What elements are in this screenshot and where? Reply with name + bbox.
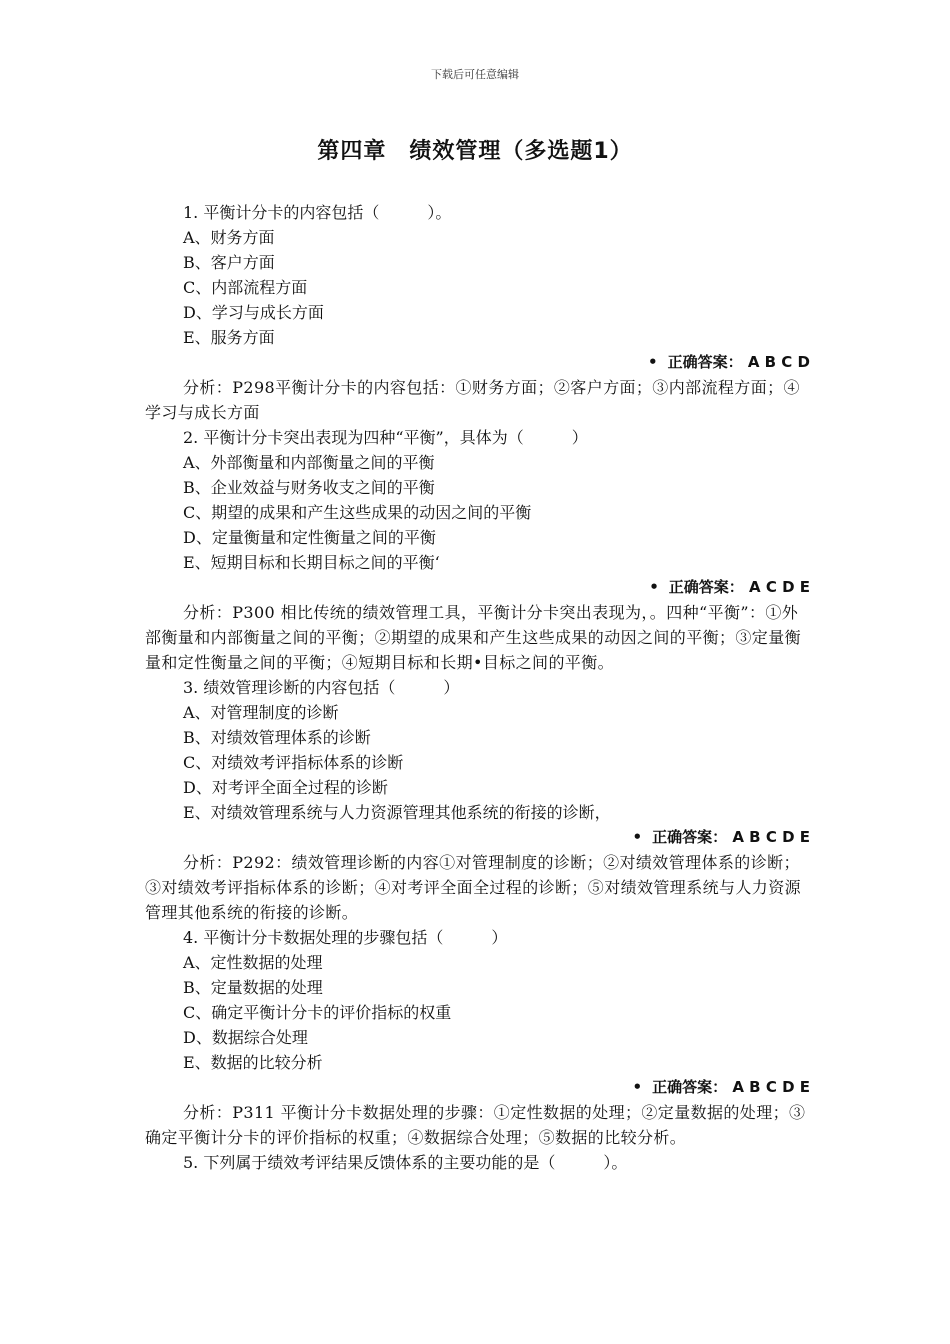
- question-1-text: 1. 平衡计分卡的内容包括（ ）。: [183, 203, 452, 222]
- question-1-option-c: C、内部流程方面: [183, 278, 308, 297]
- question-3-answer-text: 正确答案： A B C D E: [652, 828, 810, 846]
- question-4-option-c: C、确定平衡计分卡的评价指标的权重: [183, 1003, 452, 1022]
- header-note: 下载后可任意编辑: [431, 68, 519, 81]
- question-3-option-a: A、对管理制度的诊断: [183, 703, 339, 722]
- question-1-answer: [145, 350, 810, 375]
- question-3-option-b: B、对绩效管理体系的诊断: [183, 728, 371, 747]
- question-4-option-b: B、定量数据的处理: [183, 978, 323, 997]
- question-3-text: 3. 绩效管理诊断的内容包括（ ）: [183, 678, 460, 697]
- question-2-option-b: B、企业效益与财务收支之间的平衡: [183, 478, 435, 497]
- question-1-option-a: A、财务方面: [183, 228, 275, 247]
- question-4-answer-text: 正确答案： A B C D E: [652, 1078, 810, 1096]
- question-3-analysis: 分析：P292：绩效管理诊断的内容①对管理制度的诊断；②对绩效管理体系的诊断；③对绩效考评指标体系的诊断；④对考评全面全过程的诊断；⑤对绩效管理系统与人力资源管理其他系统的衔接的诊断。: [145, 853, 802, 922]
- question-4-analysis: 分析：P311 平衡计分卡数据处理的步骤：①定性数据的处理；②定量数据的处理；③确定平衡计分卡的评价指标的权重；④数据综合处理；⑤数据的比较分析。: [145, 1103, 806, 1147]
- question-2-option-e: E、短期目标和长期目标之间的平衡‘: [183, 553, 440, 572]
- question-3-answer: [145, 825, 810, 850]
- question-3-option-e: E、对绩效管理系统与人力资源管理其他系统的衔接的诊断，: [183, 803, 611, 822]
- question-4-option-d: D、数据综合处理: [183, 1028, 308, 1047]
- question-2-answer: [145, 575, 810, 600]
- question-3-option-c: C、对绩效考评指标体系的诊断: [183, 753, 404, 772]
- question-5-text: 5. 下列属于绩效考评结果反馈体系的主要功能的是（ ）。: [183, 1153, 628, 1172]
- question-2-analysis: 分析：P300 相比传统的绩效管理工具，平衡计分卡突出表现为，。四种“平衡”：①外部衡量和内部衡量之间的平衡；②期望的成果和产生这些成果的动因之间的平衡；③定量衡量和定性衡量之间的平衡；④短期目标和长期•目标之间的平衡。: [145, 603, 802, 672]
- question-1-option-b: B、客户方面: [183, 253, 275, 272]
- bullet-icon: •: [632, 828, 643, 846]
- question-4-option-e: E、数据的比较分析: [183, 1053, 323, 1072]
- question-2-option-d: D、定量衡量和定性衡量之间的平衡: [183, 528, 436, 547]
- question-1-option-d: D、学习与成长方面: [183, 303, 324, 322]
- question-4-answer: [145, 1075, 810, 1100]
- question-4-option-a: A、定性数据的处理: [183, 953, 323, 972]
- question-1-answer-text: 正确答案： A B C D: [667, 353, 810, 371]
- bullet-icon: •: [649, 578, 659, 596]
- question-2-option-c: C、期望的成果和产生这些成果的动因之间的平衡: [183, 503, 532, 522]
- question-3-option-d: D、对考评全面全过程的诊断: [183, 778, 388, 797]
- question-4-text: 4. 平衡计分卡数据处理的步骤包括（ ）: [183, 928, 508, 947]
- document-body: [145, 200, 810, 1175]
- question-2-option-a: A、外部衡量和内部衡量之间的平衡: [183, 453, 435, 472]
- bullet-icon: •: [632, 1078, 643, 1096]
- question-1-option-e: E、服务方面: [183, 328, 275, 347]
- question-2-answer-text: 正确答案： A C D E: [668, 578, 810, 596]
- question-1-analysis: 分析：P298平衡计分卡的内容包括：①财务方面；②客户方面；③内部流程方面；④学习与成长方面: [145, 378, 800, 422]
- question-2-text: 2. 平衡计分卡突出表现为四种“平衡”，具体为（ ）: [183, 428, 588, 447]
- bullet-icon: •: [648, 353, 658, 371]
- document-title: 第四章 绩效管理（多选题1）: [317, 139, 633, 164]
